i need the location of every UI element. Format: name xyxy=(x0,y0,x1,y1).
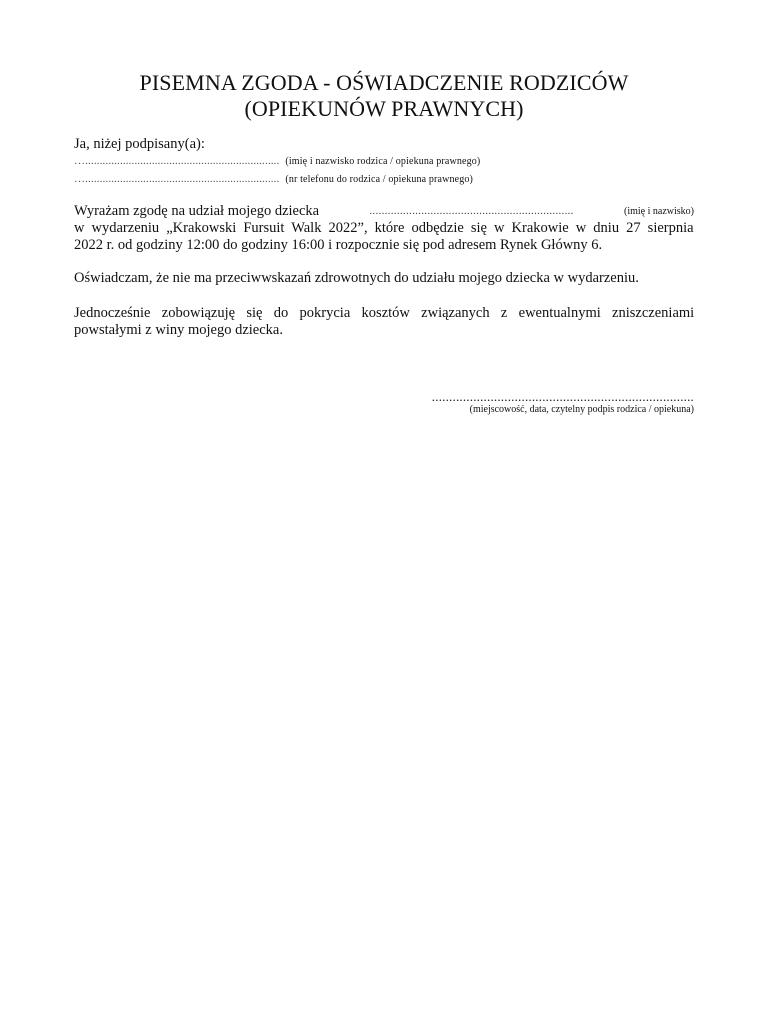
consent-text: Wyrażam zgodę na udział mojego dziecka xyxy=(74,203,320,219)
document-title-line1: PISEMNA ZGODA - OŚWIADCZENIE RODZICÓW xyxy=(139,70,629,95)
health-statement: Oświadczam, że nie ma przeciwwskazań zdrowotnych do udziału mojego dziecka w wydarzeniu. xyxy=(74,270,639,286)
parent-phone-dots: …................................................................... xyxy=(74,173,280,185)
child-name-dots: ................................................................... xyxy=(369,205,574,217)
parent-phone-field xyxy=(74,173,473,185)
parent-name-dots: …................................................................... xyxy=(74,155,280,167)
parent-name-note: (imię i nazwisko rodzica / opiekuna prawnego) xyxy=(285,156,481,167)
liability-line2: powstałymi z winy mojego dziecka. xyxy=(74,322,283,338)
consent-event-text: w wydarzeniu „Krakowski Fursuit Walk 2022”, które odbędzie się w Krakowie w dniu 27 sierpnia xyxy=(74,220,694,236)
child-name-note: (imię i nazwisko) xyxy=(624,206,694,217)
parent-name-field xyxy=(74,155,480,167)
consent-line2 xyxy=(74,220,694,237)
liability-line1 xyxy=(74,305,694,322)
liability-text: Jednocześnie zobowiązuję się do pokrycia kosztów związanych z ewentualnymi zniszczeniami xyxy=(74,305,695,321)
consent-line3: 2022 r. od godziny 12:00 do godziny 16:00 i rozpocznie się pod adresem Rynek Główny 6. xyxy=(74,237,603,253)
intro-text: Ja, niżej podpisany(a): xyxy=(74,136,205,152)
signature-dots: ............................................................................ xyxy=(431,389,694,404)
document-title-line2: (OPIEKUNÓW PRAWNYCH) xyxy=(244,96,524,121)
signature-note: (miejscowość, data, czytelny podpis rodzica / opiekuna) xyxy=(469,404,694,415)
consent-line1 xyxy=(74,203,694,220)
liability-paragraph xyxy=(74,305,694,339)
parent-phone-note: (nr telefonu do rodzica / opiekuna prawnego) xyxy=(285,174,473,185)
consent-paragraph xyxy=(74,203,694,254)
